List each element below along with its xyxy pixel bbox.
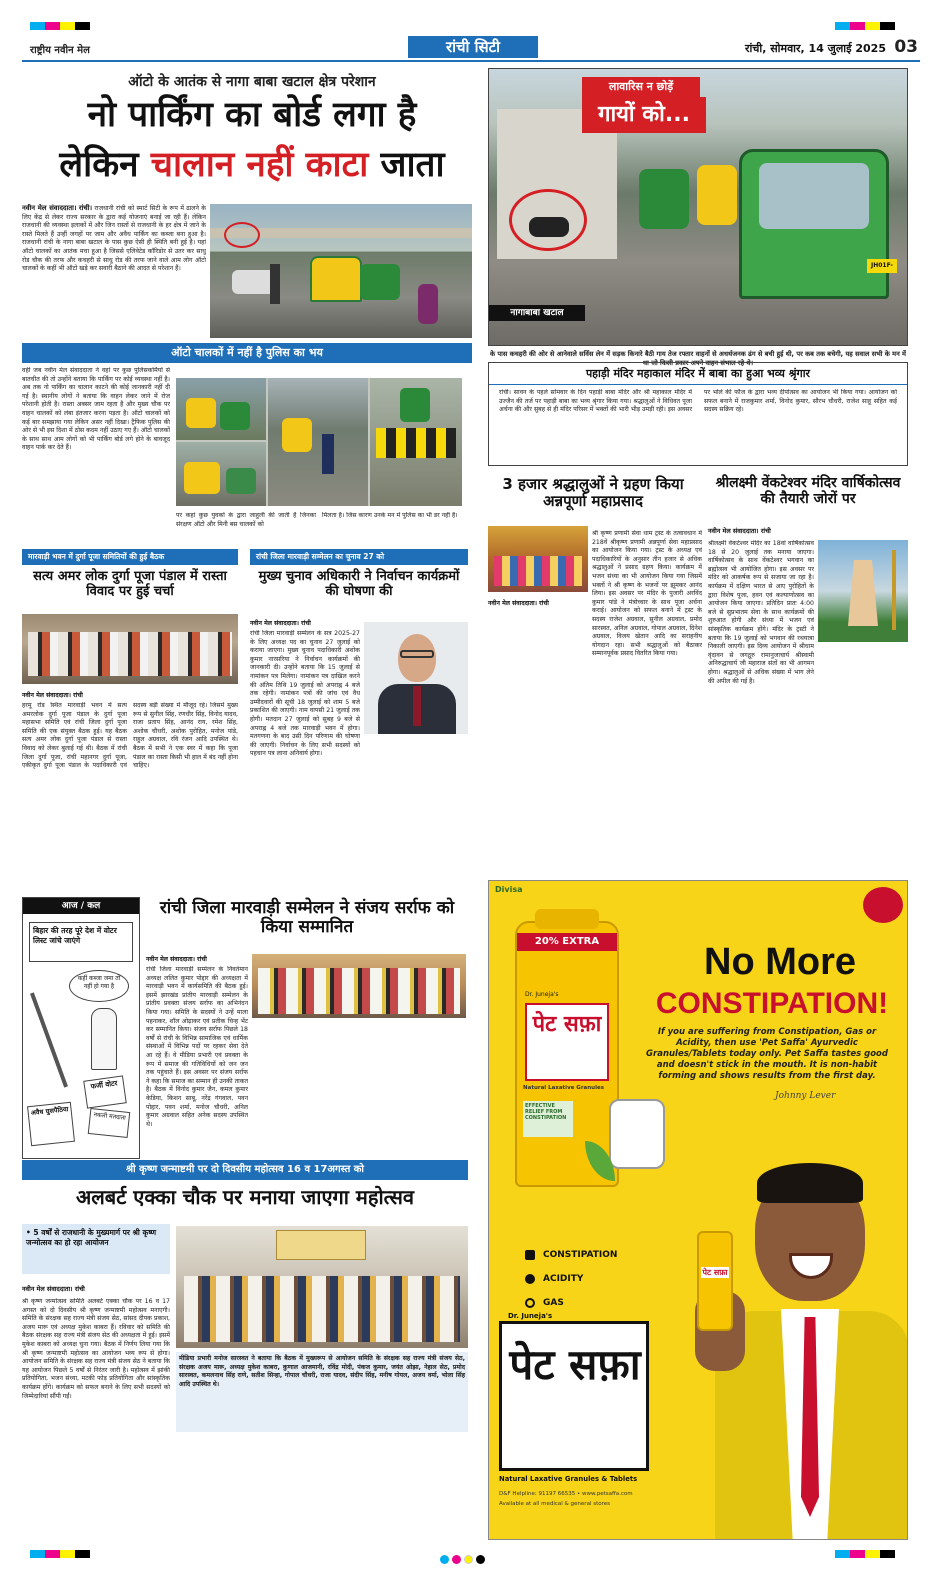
pedestrian xyxy=(270,264,280,304)
durga-body: हरमू रोड स्थित मारवाड़ी भवन में सत्य अमरलोक दुर्गा पूजा पंडाल के दुर्गा पूजा महासभा समिति एवं रांची जिला दुर्गा पूजा समिति की एक संयुक्त बैठक हुई। यह बैठक सत्य अमर लोक दुर्गा पूजा पंडाल से रास्ता विवाद को लेकर बुलाई गई थी। बैठक में रांची जिला दुर्गा पूजा, रांची महानगर दुर्गा पूजा, एकीकृत दुर्गा पूजा पंडाल के पदाधिकारी एवं सदस्य बड़ी संख्या में मौजूद रहे। जिसमें मुख्य रूप से सुनील सिंह, रणधीर सिंह, विनोद यादव, राजा प्रताप सिंह, आनंद राय, रमेश सिंह, अशोक चौधरी, अशोक पुरोहित, मनोज पांडे, राहुल अग्रवाल, रवि रंजन आदि उपस्थित थे। बैठक में सभी ने एक स्वर में कहा कि पूजा पंडाल का रास्ता किसी भी हाल में बंद नहीं होना चाहिए। xyxy=(22,702,238,770)
honour-body: रांची जिला मारवाड़ी सम्मेलन के निवर्तमान अध्यक्ष ललित कुमार पोद्दार की अध्यक्षता में मारवाड़ी भवन में कार्यसमिति की बैठक हुई। इसमें झारखंड प्रांतीय मारवाड़ी सम्मेलन के प्रांतीय प्रवक्ता संजय सर्राफ का अभिनंदन किया गया। समिति के सदस्यों ने उन्हें माला पहनाकर, शॉल ओढ़ाकर एवं प्रतीक चिन्ह भेंट कर सम्मानित किया। संजय सर्राफ पिछले 18 वर्षों से रांची के विभिन्न सामाजिक एवं धार्मिक संस्थाओं में विभिन्न पदों पर रहकर सेवा देते आ रहे हैं। वे मीडिया प्रभारी एवं प्रवक्ता के रूप में समाज की गतिविधियों को जन जन तक पहुंचाते हैं। इस अवसर पर संजय सर्राफ ने कहा कि समाज का सम्मान ही उनकी ताकत है। बैठक में विनोद कुमार जैन, कमल कुमार केडिया, किशन साबू, नरेंद्र गंगवाल, पवन पोद्दार, पवन शर्मा, मनोज चौधरी, अनिल कुमार अग्रवाल सहित अनेक सदस्य उपस्थित थे। xyxy=(146,966,248,1128)
honour-photo xyxy=(252,954,466,1018)
janmashtami-byline: नवीन मेल संवाददाता। रांची xyxy=(22,1285,85,1293)
annaprasad-body: श्री कृष्ण प्रणामी सेवा धाम ट्रस्ट के तत्वावधान में 218वें श्रीकृष्ण प्रणामी अन्नपूर्णा सेवा महाप्रसाद का आयोजन किया गया। ट्रस्ट के अध्यक्ष एवं पदाधिकारियों के अनुसार तीन हजार से अधिक श्रद्धालुओं ने प्रसाद ग्रहण किया। कार्यक्रम में भजन संध्या का भी आयोजन किया गया जिसमें भक्तों ने श्री कृष्ण के भजनों पर झूमकर आनंद लिया। इस अवसर पर मंदिर के पुजारी अरविंद कुमार पांडे ने मंत्रोच्चार के साथ पूजा अर्चना कराई। आयोजन को सफल बनाने में ट्रस्ट के सदस्य राजेश अग्रवाल, सुनील अग्रवाल, प्रमोद सारस्वत, अनिल अग्रवाल, गोपाल अग्रवाल, दिनेश अग्रवाल, विजय खेतान आदि का सराहनीय योगदान रहा। सभी श्रद्धालुओं को बैठाकर सम्मानपूर्वक प्रसाद वितरित किया गया। xyxy=(592,530,702,658)
auto-yellow-1 xyxy=(697,165,737,225)
photo-label: नागाबाबा खटाल xyxy=(489,305,585,321)
collage-road xyxy=(268,378,368,506)
number-plate: JH01F- xyxy=(867,259,897,273)
janmashtami-banner xyxy=(276,1230,366,1260)
annaprasad-photo xyxy=(488,526,588,592)
ad-corner-logo xyxy=(863,887,903,923)
janmashtami-caption: मीडिया प्रभारी मनोज सारस्वत ने बताया कि बैठक में मुख्यरूप से आयोजन समिति के संरक्षक सह राज्य मंत्री संजय सेठ, संरक्षक अजय मारू, अध्यक्ष मुकेश काबरा, कुणाल आजमानी, रविंद्र मोदी, पंकज कुमार, जयंत ओझा, नेहाल सेठ, प्रमोद सारस्वत, कमलनाथ सिंह राणे, सतीश सिन्हा, गोपाल चौधरी, राजा यादव, संदीप सिंह, मनीष गोयल, अजय वर्मा, भोला सिंह आदि उपस्थित थे। xyxy=(176,1352,468,1432)
durga-headline: सत्य अमर लोक दुर्गा पूजा पंडाल में रास्ता विवाद पर हुई चर्चा xyxy=(33,569,227,599)
section-title: रांची सिटी xyxy=(408,36,538,58)
bottle xyxy=(515,921,619,1187)
petsaffa-ad xyxy=(488,880,908,1540)
lead-band: ऑटो चालकों में नहीं है पुलिस का भय xyxy=(22,343,472,363)
temple-flagpole xyxy=(892,550,896,630)
lead-caption-1: पर कहां कुछ युवकों के द्वारा जाहुली की जाती है जिनका संरक्षण ऑटो और मिनी बस चालकों को xyxy=(176,512,316,528)
ad-list-label-1: CONSTIPATION xyxy=(543,1250,618,1260)
lead-intro-text: राजधानी रांची को स्मार्ट सिटी के रूप में ढालने के लिए केंद्र से लेकर राज्य सरकार के द्वारा कई योजनाएं बनाई जा रही हैं। लेकिन राजधानी की व्यवस्था इलाकों में और जिन रास्तों से राजधानी के हर क्षेत्र में जाने के रास्ते मिलते हैं उन्हीं जगहों पर जाम और अवैध पार्किंग का कब्जा बना हुआ है। राजधानी रांची के नागा बाबा खटाल के पास कुछ ऐसी ही स्थिति बनी हुई है। यहां ऑटो चालकों का आतंक मचा हुआ है जिससे एलिवेटेड कॉरिडोर से उतर कर साधु रोड चौक की तरफ और कचहरी से साधु रोड की तरफ जाने वाले आम लोग ऑटो चालकों के कहीं भी ऑटो खड़े कर सवारी बैठाने की आदत से परेशान हैं। xyxy=(22,205,206,273)
janmashtami-people xyxy=(184,1276,460,1342)
janmashtami-body: श्री कृष्ण जन्मोत्सव समिति अलबर्ट एक्का चौक पर 16 व 17 अगस्त को दो दिवसीय श्री कृष्ण जन्माष्टमी महोत्सव मनाएगी। समिति के संरक्षक सह राज्य मंत्री संजय सेठ, सांसद दीपक प्रकाश, अजय मारू एवं अध्यक्ष मुकेश काबरा हैं। रविवार को समिति की बैठक संरक्षक सह राज्य मंत्री संजय सेठ की अध्यक्षता में हुई। इसमें मुकेश काबरा को अध्यक्ष चुना गया। बैठक में निर्णय लिया गया कि श्री कृष्ण जन्माष्टमी महोत्सव का आयोजन भव्य रूप से होगा। आयोजन समिति के संरक्षक सह राज्य मंत्री संजय सेठ ने बताया कि यह आयोजन पिछले 5 वर्षों से निरंतर जारी है। महोत्सव में झांकी प्रतियोगिता, भजन संध्या, मटकी फोड़ प्रतियोगिता और सांस्कृतिक कार्यक्रम होंगे। कार्यक्रम को सफल बनाने के लिए सभी सदस्यों को जिम्मेदारियां सौंपी गईं। xyxy=(22,1298,170,1400)
bottle-badge: EFFECTIVE RELIEF FROM CONSTIPATION xyxy=(523,1101,573,1137)
collage-autos-2 xyxy=(176,442,266,506)
collage-autos-1 xyxy=(176,378,266,440)
registration-marks-bottom-right xyxy=(835,1550,895,1558)
mahakal-headline: पहाड़ी मंदिर महाकाल मंदिर में बाबा का हुआ भव्य श्रृंगार xyxy=(489,366,907,385)
celebrity xyxy=(685,1141,908,1540)
cartoon-bubble-2: कहीं कब्जा जमा तो नहीं हो गया है xyxy=(69,970,129,1002)
registration-marks-bottom-center xyxy=(440,1549,500,1559)
annaprasad-body-2 xyxy=(488,610,588,870)
cartoon-sign-3: अवैध घुसपैठिया xyxy=(27,1102,75,1146)
janmashtami-body-2 xyxy=(176,1438,468,1540)
page-number: 03 xyxy=(894,37,918,57)
bottle-extra: 20% EXTRA xyxy=(517,933,617,951)
janmashtami-highlight: • 5 वर्षों से राजधानी के मुख्यमार्ग पर श्री कृष्ण जन्मोत्सव का हो रहा आयोजन xyxy=(22,1224,170,1274)
lead-intro xyxy=(22,204,206,338)
ad-list xyxy=(525,1249,645,1321)
sammelan-byline: नवीन मेल संवाददाता। रांची xyxy=(250,620,311,627)
lead-photo-collage xyxy=(176,378,462,506)
sammelan-headline: मुख्य चुनाव अधिकारी ने निर्वाचन कार्यक्रमों की घोषणा की xyxy=(258,569,460,599)
cow-caption: के पास कचहरी की ओर से आनेवाले सर्विस लेन में सड़क किनारे बैठी गाय तेज रफ्तार वाहनों से अधर्थजनक ढंग से बची हुई थी, पर कब तक बचेगी, यह सवाल सभी के मन में था जो किसी प्रकार अपने वाहन संभाल रहे थे। xyxy=(490,350,906,367)
ad-logo-text: पेट सफ़ा xyxy=(509,1340,641,1389)
registration-marks-top-right xyxy=(835,22,895,30)
ad-signature: Johnny Lever xyxy=(775,1091,836,1101)
gas-icon xyxy=(525,1298,535,1308)
ad-list-label-3: GAS xyxy=(543,1298,564,1308)
venkateswara-body-2 xyxy=(818,646,908,870)
official-portrait xyxy=(364,622,468,734)
ad-logo-block xyxy=(499,1312,649,1471)
ad-headline-1: No More xyxy=(704,941,856,983)
ad-footer: D&F Helpline: 91197 66535 • www.petsaffa.com xyxy=(499,1491,633,1497)
ad-footer-2: Available at all medical & general stores xyxy=(499,1501,610,1507)
cartoon-broom-handle xyxy=(30,992,68,1087)
durga-band: मारवाड़ी भवन में दुर्गा पूजा समितियों की हुई बैठक xyxy=(22,549,238,565)
ad-list-item-1 xyxy=(525,1249,645,1273)
scooter-rider xyxy=(418,284,438,324)
mahakal-text: रांची। सावन के पहले सोमवार के दिन पहाड़ी बाबा मंदिर और श्री महाकाल मंदिर में उज्जैन की तर्ज पर पहाड़ी बाबा का भव्य श्रृंगार किया गया। श्रद्धालुओं ने विधिवत पूजा अर्चना की और सुबह से ही मंदिर परिसर में भक्तों की भारी भीड़ उमड़ी रही। इस अवसर पर भोले की फौज के द्वारा भव्य दीपोत्सव का आयोजन भी किया गया। आयोजन को सफल बनाने में राजकुमार शर्मा, विनोद कुमार, सौरभ चौधरी, राजेश साहू सहित कई सदस्य सक्रिय रहे। xyxy=(499,389,897,414)
dateline: रांची, सोमवार, 14 जुलाई 2025 xyxy=(745,42,886,55)
lead-headline-2b: चालान नहीं काटा xyxy=(150,145,369,185)
ad-logo-maker: Dr. Juneja's xyxy=(508,1312,553,1320)
sammelan-body: रांची जिला मारवाड़ी सम्मेलन के सत्र 2025-27 के लिए अध्यक्ष पद का चुनाव 27 जुलाई को कराया जाएगा। मुख्य चुनाव पदाधिकारी अशोक कुमार नारसरिया ने निर्वाचन कार्यक्रमों की जानकारी दी। उन्होंने बताया कि 15 जुलाई से नामांकन पत्र मिलेगा। नामांकन पत्र दाखिल करने की अंतिम तिथि 19 जुलाई को अपराह्न 4 बजे तक रहेगी। नामांकन पत्रों की जांच एवं वैध उम्मीदवारों की सूची 18 जुलाई को शाम 5 बजे प्रकाशित की जाएगी। नाम वापसी 21 जुलाई तक होगी। मतदान 27 जुलाई को सुबह 9 बजे से अपराह्न 4 बजे तक मारवाड़ी भवन में होगा। मतगणना के बाद उसी दिन परिणाम की घोषणा की जाएगी। निर्वाचन के लिए सभी सदस्यों को पहचान पत्र लाना अनिवार्य होगा। xyxy=(250,630,360,758)
cartoon-sign-2: नकली मतदाता xyxy=(88,1108,130,1138)
ad-brand-small: Divisa xyxy=(495,885,523,894)
lead-kicker: ऑटो के आतंक से नागा बाबा खटाल क्षेत्र परेशान xyxy=(128,74,376,90)
acidity-icon xyxy=(525,1274,535,1284)
ad-list-item-2 xyxy=(525,1273,645,1297)
auto-rickshaw xyxy=(310,256,362,302)
mahakal-box xyxy=(488,362,908,466)
cow-photo xyxy=(488,68,908,346)
lead-place: रांची। xyxy=(78,204,93,212)
lead-caption-2: मिलता है। जिस कारण उनके मन में पुलिस का भी डर नहीं है। xyxy=(322,512,458,519)
honour-headline: रांची जिला मारवाड़ी सम्मेलन ने संजय सर्राफ को किया सम्मानित xyxy=(159,898,455,938)
portrait-head xyxy=(398,634,436,682)
ad-logo-sub: Natural Laxative Granules & Tablets xyxy=(499,1475,638,1483)
portrait-glasses xyxy=(400,650,434,658)
lead-headline-2c: जाता xyxy=(368,145,445,185)
lead-body: वहीं जब नवीन मेल संवाददाता ने वहां पर कुछ पुलिसकर्मियों से बातचीत की तो उन्होंने बताया कि पार्किंग पर कोई व्यवस्था नहीं है। अब तक नो पार्किंग का चालान काटने की कोई जानकारी नहीं दी गई है। स्थानीय लोगों ने बताया कि वाहन लेकर जाने में रोज परेशानी होती है। रास्ता अक्सर जाम रहता है और मुख्य चौक पर वाहन चालकों को लंबा इंतजार करना पड़ता है। ऑटो चालकों को कई बार समझाया गया लेकिन असर नहीं दिखा। ट्रैफिक पुलिस की ओर से भी इस दिशा में ठोस कदम नहीं उठाए गए हैं। ऑटो चालकों के साथ साथ आम लोगों को भी पार्किंग बोर्ड लगे होने के बावजूद वाहन पार्क कर देते हैं। xyxy=(22,367,170,452)
janmashtami-photo xyxy=(176,1226,468,1348)
no-parking-board-circle xyxy=(224,222,260,248)
lead-headline-2a: लेकिन xyxy=(59,145,151,185)
annaprasad-byline: नवीन मेल संवाददाता। रांची xyxy=(488,600,549,607)
honour-body-2 xyxy=(252,1022,466,1156)
cow-tag: लावारिस न छोड़ें xyxy=(582,77,700,97)
honour-byline: नवीन मेल संवाददाता। रांची xyxy=(146,956,207,963)
ad-copy: If you are suffering from Constipation, Gas or Acidity, then use 'Pet Saffa' Ayurvedic Granules/Tablets today only. Pet Saffa tastes good and doesn't stick in the mouth. It is non-habit forming and shows results from the first day. xyxy=(646,1027,888,1081)
registration-marks-bottom-left xyxy=(30,1550,90,1558)
temple-tower xyxy=(848,560,878,626)
held-bottle-label: पेट सफ़ा xyxy=(702,1268,728,1277)
durga-photo xyxy=(22,614,238,684)
auto-rickshaw-2 xyxy=(360,264,400,300)
cartoon-box xyxy=(22,897,140,1159)
annaprasad-headline: 3 हजार श्रद्धालुओं ने ग्रहण किया अन्नपूर्णा महाप्रसाद xyxy=(502,475,684,510)
venkateswara-byline: नवीन मेल संवाददाता। रांची xyxy=(708,527,771,535)
janmashtami-band: श्री कृष्ण जन्माष्टमी पर दो दिवसीय महोत्सव 16 व 17अगस्त को xyxy=(22,1160,468,1180)
sammelan-body-2 xyxy=(364,740,468,890)
bottle-tag: Natural Laxative Granules xyxy=(523,1085,604,1091)
ad-headline-2: CONSTIPATION! xyxy=(655,987,889,1020)
devotees xyxy=(494,556,582,586)
masthead xyxy=(22,34,920,62)
honour-people xyxy=(258,968,460,1014)
held-bottle xyxy=(697,1231,733,1331)
bottle-cap xyxy=(535,909,599,929)
lead-headline-2 xyxy=(22,146,482,185)
auto-green-1 xyxy=(639,169,689,229)
constipation-icon xyxy=(525,1250,535,1260)
lead-photo-traffic xyxy=(210,204,472,338)
bottle-maker: Dr. Juneja's xyxy=(525,991,559,998)
cartoon-tag: आज / कल xyxy=(23,898,139,914)
cow xyxy=(529,217,569,237)
auto-windshield xyxy=(759,163,869,229)
celebrity-hair xyxy=(757,1163,863,1203)
bottle-label xyxy=(525,1003,609,1081)
meeting-people xyxy=(28,632,232,676)
janmashtami-headline: अलबर्ट एक्का चौक पर मनाया जाएगा महोत्सव xyxy=(75,1185,415,1209)
cartoon-figure xyxy=(91,1008,117,1070)
cartoon-sign-1: फर्जी वोटर xyxy=(83,1075,127,1108)
cartoon-bubble-1: बिहार की तरह पूरे देश में वोटर लिस्ट जांचे जाएंगे xyxy=(29,922,133,962)
lead-headline-1: नो पार्किंग का बोर्ड लगा है xyxy=(87,95,417,135)
temple-photo xyxy=(818,540,908,642)
toilet-roll-icon xyxy=(609,1099,665,1169)
bottle-product: पेट सफ़ा xyxy=(532,1012,602,1037)
venkateswara-body: श्रीलक्ष्मी वेंकटेश्वर मंदिर का 18वां वार्षिकोत्सव 18 से 20 जुलाई तक मनाया जाएगा। वार्षिकोत्सव के साथ वेंकटेश्वर भगवान का ब्रह्मोत्सव भी आयोजित होगा। इस अवसर पर मंदिर को आकर्षक रूप से सजाया जा रहा है। कार्यक्रम में दक्षिण भारत से आए पुरोहितों के द्वारा विशेष पूजा, हवन एवं कल्याणोत्सव का आयोजन किया जाएगा। प्रतिदिन प्रातः 4:00 बजे से सुप्रभातम सेवा के साथ कार्यक्रमों की शुरुआत होगी और संध्या में भजन एवं सांस्कृतिक कार्यक्रम होंगे। मंदिर के ट्रस्टी ने बताया कि 19 जुलाई को भगवान की रथयात्रा निकाली जाएगी। इस दिव्य आयोजन में श्रीधाम वृंदावन से जगद्गुरु रामानुजाचार्य श्रीस्वामी अनिरुद्धाचार्य जी महाराज संतों का भी आगमन होगा। श्रद्धालुओं से अधिक संख्या में भाग लेने की अपील की गई है। xyxy=(708,540,814,685)
venkateswara-headline: श्रीलक्ष्मी वेंकटेश्वर मंदिर वार्षिकोत्सव की तैयारी जोरों पर xyxy=(715,475,901,507)
lead-byline: नवीन मेल संवाददाता। xyxy=(22,204,77,212)
durga-byline: नवीन मेल संवाददाता। रांची xyxy=(22,692,83,699)
cow-title: गायों को... xyxy=(582,97,706,133)
portrait-tie xyxy=(413,686,421,726)
brand-name: राष्ट्रीय नवीन मेल xyxy=(30,45,90,56)
sammelan-band: रांची जिला मारवाड़ी सम्मेलन का चुनाव 27 को xyxy=(250,549,468,565)
ad-list-label-2: ACIDITY xyxy=(543,1274,584,1284)
registration-marks-top xyxy=(30,22,90,30)
collage-barricade xyxy=(370,378,462,506)
